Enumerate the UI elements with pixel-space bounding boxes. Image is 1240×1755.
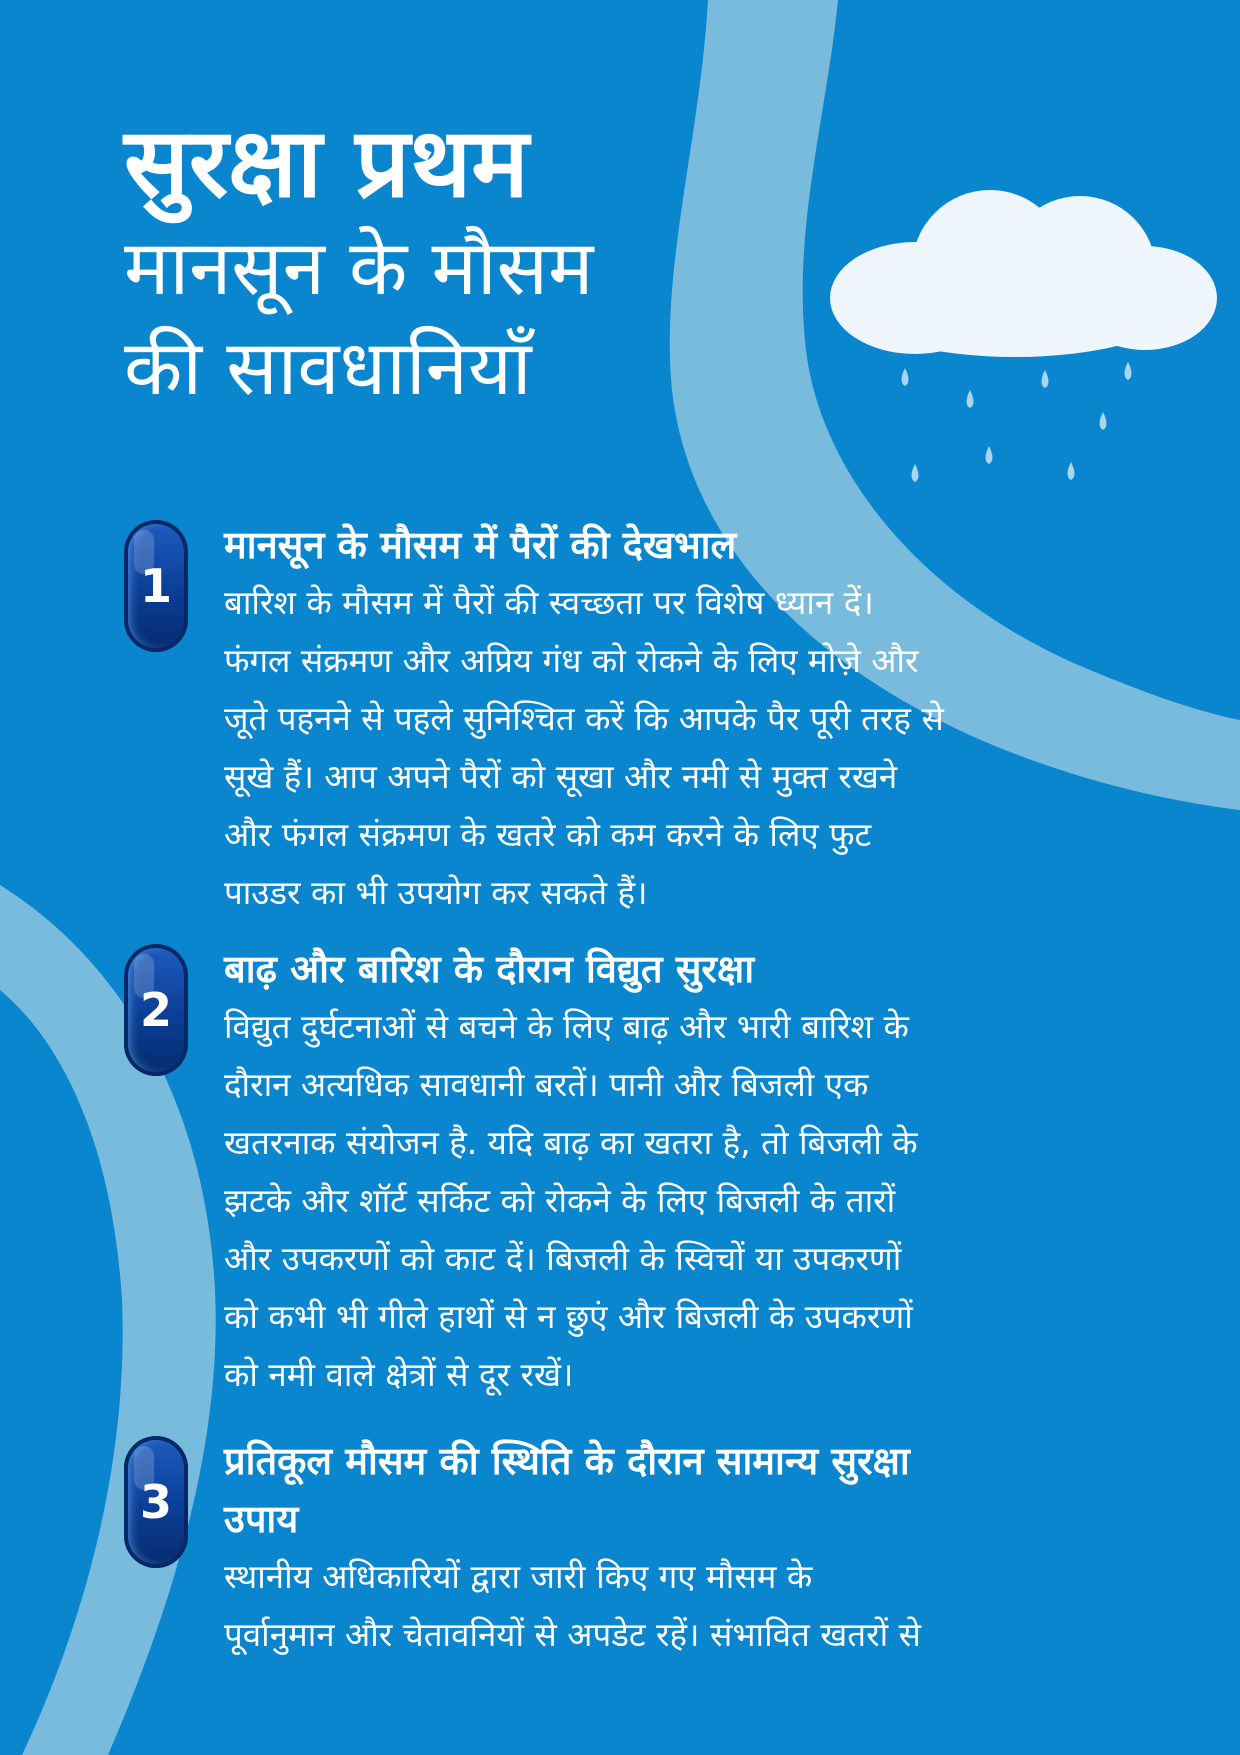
tip-body-line: पाउडर का भी उपयोग कर सकते हैं। [224, 873, 648, 912]
tip-body-line: सूखे हैं। आप अपने पैरों को सूखा और नमी से मुक्त रखने [224, 757, 898, 796]
tip-body-line: जूते पहनने से पहले सुनिश्चित करें कि आपके पैर पूरी तरह से [224, 699, 944, 738]
subtitle-line: की सावधानियाँ [124, 323, 532, 412]
tip-number-badge: 2 [124, 944, 188, 1076]
tip-body-line: दौरान अत्यधिक सावधानी बरतें। पानी और बिजली एक [224, 1065, 869, 1104]
tip-title-line: उपाय [224, 1497, 299, 1541]
tip-title-line: मानसून के मौसम में पैरों की देखभाल [224, 523, 737, 567]
tip-body-line: बारिश के मौसम में पैरों की स्वच्छता पर विशेष ध्यान दें। [224, 583, 874, 622]
tip-body-line: खतरनाक संयोजन है. यदि बाढ़ का खतरा है, तो बिजली के [224, 1123, 918, 1162]
tip-body [224, 998, 1224, 1404]
tip-title [224, 1432, 1224, 1548]
cloud-icon [830, 190, 1217, 357]
tip-title [224, 940, 1224, 998]
page-subtitle [124, 218, 764, 418]
tip-body-line: स्थानीय अधिकारियों द्वारा जारी किए गए मौसम के [224, 1557, 813, 1596]
tip-number-badge: 1 [124, 520, 188, 652]
page-title: सुरक्षा प्रथम [124, 107, 529, 219]
tip-body-line: विद्युत दुर्घटनाओं से बचने के लिए बाढ़ और भारी बारिश के [224, 1007, 909, 1046]
rain-cloud-graphic [815, 180, 1225, 500]
tip-content [224, 516, 1224, 922]
tip-body [224, 574, 1224, 922]
title-block [124, 108, 764, 418]
tip-body-line: फंगल संक्रमण और अप्रिय गंध को रोकने के लिए मोज़े और [224, 641, 919, 680]
tip-body-line: को कभी भी गीले हाथों से न छुएं और बिजली के उपकरणों [224, 1297, 913, 1336]
rain-cloud-icon [815, 180, 1225, 500]
tip-content [224, 940, 1224, 1404]
subtitle-line: मानसून के मौसम [124, 223, 594, 312]
tip-body [224, 1548, 1224, 1664]
tip-title [224, 516, 1224, 574]
tip-content [224, 1432, 1224, 1664]
tip-number-badge: 3 [124, 1436, 188, 1568]
tip-body-line: झटके और शॉर्ट सर्किट को रोकने के लिए बिजली के तारों [224, 1181, 896, 1220]
tip-body-line: पूर्वानुमान और चेतावनियों से अपडेट रहें। संभावित खतरों से [224, 1615, 921, 1654]
tip-title-line: प्रतिकूल मौसम की स्थिति के दौरान सामान्य सुरक्षा [224, 1439, 910, 1483]
tip-body-line: और फंगल संक्रमण के खतरे को कम करने के लिए फुट [224, 815, 872, 854]
raindrops-icon [902, 362, 1132, 482]
tip-body-line: को नमी वाले क्षेत्रों से दूर रखें। [224, 1355, 574, 1394]
tip-title-line: बाढ़ और बारिश के दौरान विद्युत सुरक्षा [224, 947, 755, 991]
tip-body-line: और उपकरणों को काट दें। बिजली के स्विचों या उपकरणों [224, 1239, 902, 1278]
